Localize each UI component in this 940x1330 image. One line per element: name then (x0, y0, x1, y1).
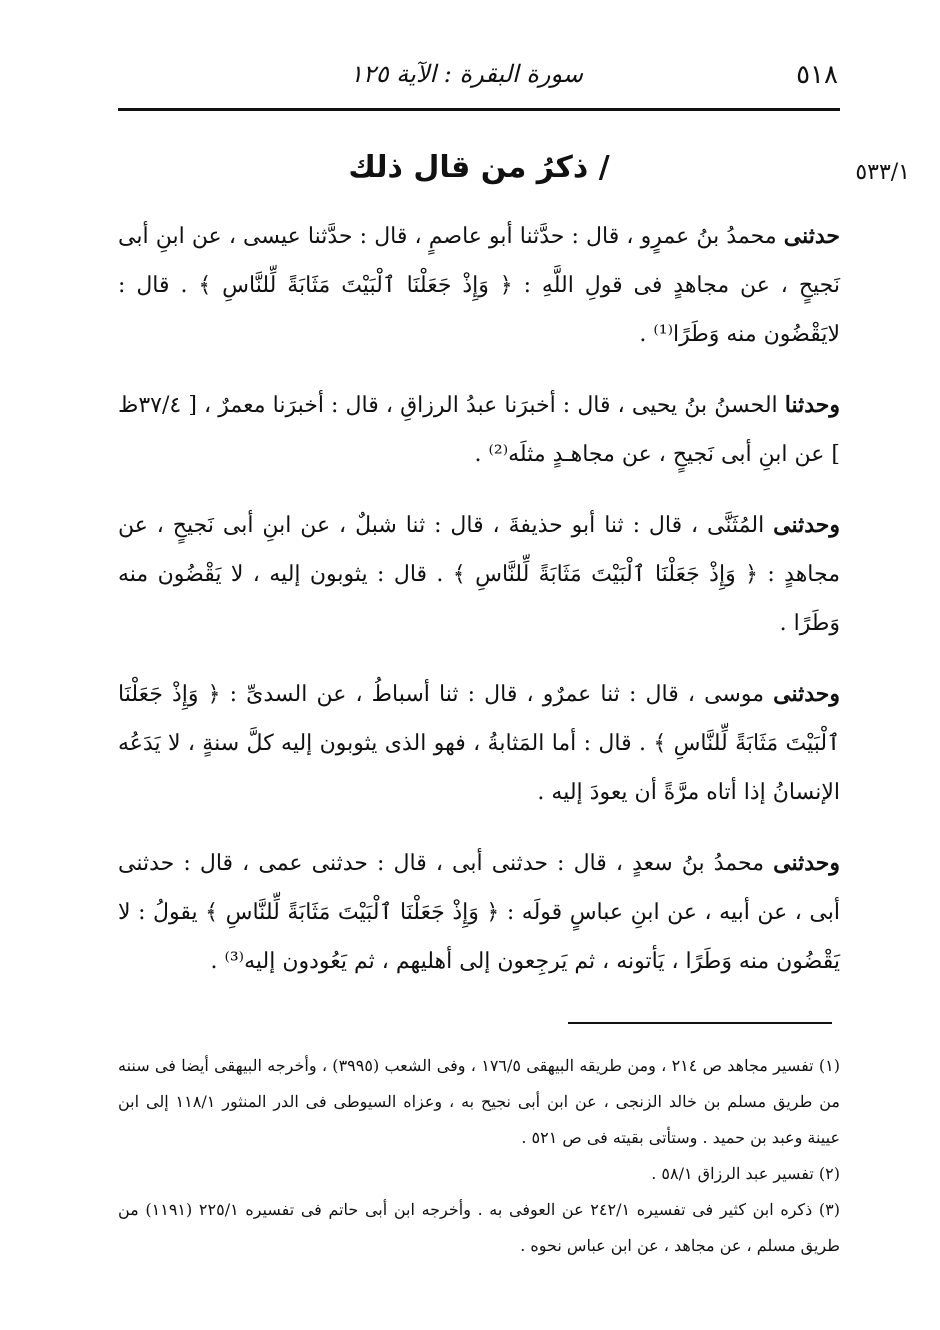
paragraph-lead: وحدثنى (773, 850, 840, 876)
paragraph-text: محمدُ بنُ عمرٍو ، قال : حدَّثنا أبو عاصمٍ ، قال : حدَّثنا عيسى ، عن ابنِ أبى نَجيحٍ ، عن مجاهدٍ فى قولِ اللَّهِ : ﴿ وَإِذْ جَعَلْنَا ٱلْبَيْتَ مَثَابَةً لِّلنَّاسِ ﴾ . قال : لايَقْضُون منه وَطَرًا⁽¹⁾ . (118, 224, 840, 347)
footnote-rule (568, 1022, 832, 1024)
footnote: (٢) تفسير عبد الرزاق ٥٨/١ . (651, 1164, 840, 1183)
section-heading: / ذكرُ من قال ذلك (348, 150, 610, 185)
paragraph-text: موسى ، قال : ثنا عمرٌو ، قال : ثنا أسباطُ ، عن السدىِّ : ﴿ وَإِذْ جَعَلْنَا ٱلْبَيْتَ مَثَابَةً لِّلنَّاسِ ﴾ . قال : أما المَثابةُ ، فهو الذى يثوبون إليه كلَّ سنةٍ ، لا يَدَعُه الإنسانُ إذا أتاه مرَّةً أن يعودَ إليه . (118, 682, 840, 805)
paragraph (118, 670, 840, 817)
footnote: (٣) ذكره ابن كثير فى تفسيره ٢٤٢/١ عن العوفى به . وأخرجه ابن أبى حاتم فى تفسيره ٢٢٥/١ (١١٩١) من طريق مسلم ، عن مجاهد ، عن ابن عباس نحوه . (118, 1200, 841, 1255)
paragraph (118, 381, 840, 479)
header-rule (118, 108, 840, 111)
paragraph-lead: وحدثنى (773, 681, 840, 707)
paragraph-lead: حدثنى (783, 223, 840, 249)
paragraph-text: الحسنُ بنُ يحيى ، قال : أخبرَنا عبدُ الرزاقِ ، قال : أخبرَنا معمرٌ ، [ ٣٧/٤ظ ] عن ابنِ أبى نَجيحٍ ، عن مجاهـدٍ مثلَه⁽²⁾ . (118, 393, 840, 467)
body-text (118, 212, 840, 1008)
running-title: سورة البقرة : الآية ١٢٥ (349, 60, 583, 88)
paragraph-lead: وحدثنى (773, 512, 840, 538)
paragraph-text: المُثَنَّى ، قال : ثنا أبو حذيفةَ ، قال : ثنا شبلٌ ، عن ابنِ أبى نَجيحٍ ، عن مجاهدٍ : ﴿ وَإِذْ جَعَلْنَا ٱلْبَيْتَ مَثَابَةً لِّلنَّاسِ ﴾ . قال : يثوبون إليه ، لا يَقْضُون منه وَطَرًا . (118, 513, 840, 636)
paragraph (118, 501, 840, 648)
paragraph-lead: وحدثنا (784, 392, 841, 418)
paragraph (118, 839, 840, 986)
footnotes (118, 1048, 840, 1264)
paragraph-text: محمدُ بنُ سعدٍ ، قال : حدثنى أبى ، قال : حدثنى عمى ، قال : حدثنى أبى ، عن أبيه ، عن ابنِ عباسٍ قولَه : ﴿ وَإِذْ جَعَلْنَا ٱلْبَيْتَ مَثَابَةً لِّلنَّاسِ ﴾ يقولُ : لا يَقْضُون منه وَطَرًا ، يَأتونه ، ثم يَرجِعون إلى أهليهم ، ثم يَعُودون إليه⁽³⁾ . (118, 851, 840, 974)
footnote: (١) تفسير مجاهد ص ٢١٤ ، ومن طريقه البيهقى ١٧٦/٥ ، وفى الشعب (٣٩٩٥) ، وأخرجه البيهقى أيضا فى سننه من طريق مسلم بن خالد الزنجى ، عن ابن أبى نجيح به ، وعزاه السيوطى فى الدر المنثور ١١٨/١ إلى ابن عيينة وعبد بن حميد . وستأتى بقيته فى ص ٥٢١ . (118, 1056, 841, 1147)
page-number: ٥١٨ (796, 60, 838, 90)
page-header (118, 50, 838, 110)
margin-reference: ٥٣٣/١ (855, 160, 910, 185)
paragraph (118, 212, 840, 359)
